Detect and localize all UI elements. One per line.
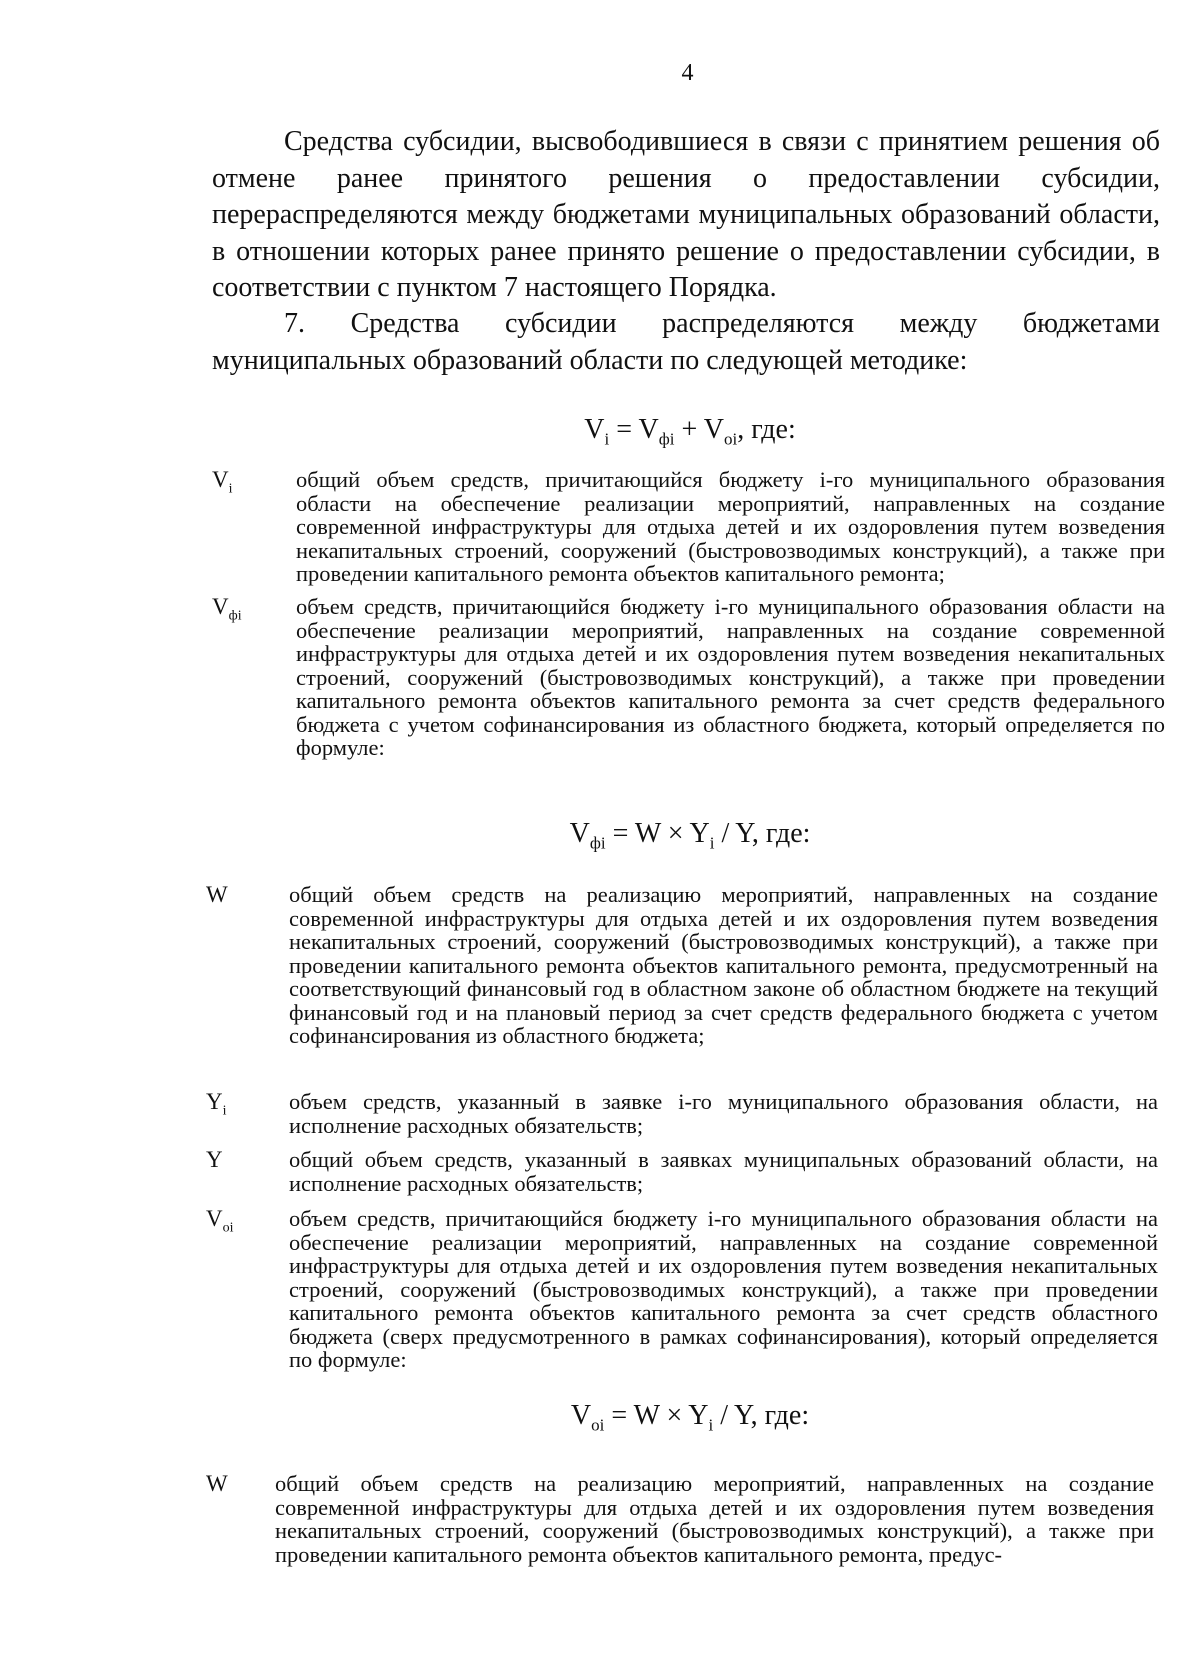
definition-text: общий объем средств на реализацию мероприятий, направленных на создание современной инфраструктуры для отдыха детей и их оздоровления путем возведения некапитальных строений, сооружений (быстровозводимых конструкций), а также при проведении капитального ремонта объектов капитального ремонта, предус- bbox=[275, 1471, 1154, 1567]
definition-text: объем средств, причитающийся бюджету i-го муниципального образования области на обеспечение реализации мероприятий, направленных на создание современной инфраструктуры для отдыха детей и их оздоровления путем возведения некапитальных строений, сооружений (быстровозводимых конструкций), а также при проведении капитального ремонта объектов капитального ремонта за счет средств областного бюджета (сверх предусмотренного в рамках софинансирования), который определяется по формуле: bbox=[289, 1206, 1158, 1372]
definition-symbol: W bbox=[206, 882, 228, 907]
definition-text: общий объем средств, причитающийся бюджету i-го муниципального образования области на обеспечение реализации мероприятий, направленных на создание современной инфраструктуры для отдыха детей и их оздоровления путем возведения некапитальных строений, сооружений (быстровозводимых конструкций), а также при проведении капитального ремонта объектов капитального ремонта; bbox=[296, 467, 1165, 586]
formula-vi: $V_i = V_{фi} + V_{oi}$, где: bbox=[584, 414, 796, 449]
paragraph-text: Средства субсидии, высвободившиеся в связи с принятием решения об отмене ранее принятого решения о предоставлении субсидии, перераспределяются между бюджетами муниципальных образований области, в отношении которых ранее принято решение о предоставлении субсидии, в соответствии с пунктом 7 настоящего Порядка. bbox=[212, 126, 1160, 303]
definition-symbol: $Y_i$ bbox=[206, 1089, 227, 1119]
definition-symbol: $V_{фi}$ bbox=[212, 594, 242, 624]
definition-text: общий объем средств, указанный в заявках муниципальных образований области, на исполнение расходных обязательств; bbox=[289, 1147, 1158, 1196]
definition-symbol: $V_i$ bbox=[212, 467, 233, 497]
paragraph-text: 7. Средства субсидии распределяются между бюджетами муниципальных образований области по следующей методике: bbox=[212, 308, 1160, 376]
definition-text: объем средств, указанный в заявке i-го муниципального образования области, на исполнение расходных обязательств; bbox=[289, 1089, 1158, 1138]
paragraph-subsidy-redistribution bbox=[212, 124, 1160, 307]
definition-symbol: $V_{oi}$ bbox=[206, 1206, 234, 1236]
definition-text: объем средств, причитающийся бюджету i-го муниципального образования области на обеспечение реализации мероприятий, направленных на создание современной инфраструктуры для отдыха детей и их оздоровления путем возведения некапитальных строений, сооружений (быстровозводимых конструкций), а также при проведении капитального ремонта объектов капитального ремонта за счет средств федерального бюджета с учетом софинансирования из областного бюджета, который определяется по формуле: bbox=[296, 594, 1165, 760]
definition-symbol: W bbox=[206, 1471, 228, 1496]
formula-voi: $V_{oi} = W \times Y_i / Y$, где: bbox=[570, 1400, 810, 1435]
formula-vfi: $V_{фi} = W \times Y_i / Y$, где: bbox=[569, 818, 811, 853]
paragraph-methodology bbox=[212, 306, 1160, 379]
page-number: 4 bbox=[681, 60, 694, 86]
definition-text: общий объем средств на реализацию мероприятий, направленных на создание современной инфраструктуры для отдыха детей и их оздоровления путем возведения некапитальных строений, сооружений (быстровозводимых конструкций), а также при проведении капитального ремонта объектов капитального ремонта, предусмотренный на соответствующий финансовый год в областном законе об областном бюджете на текущий финансовый год и на плановый период за счет средств федерального бюджета с учетом софинансирования из областного бюджета; bbox=[289, 882, 1158, 1048]
definition-symbol: Y bbox=[206, 1147, 223, 1172]
